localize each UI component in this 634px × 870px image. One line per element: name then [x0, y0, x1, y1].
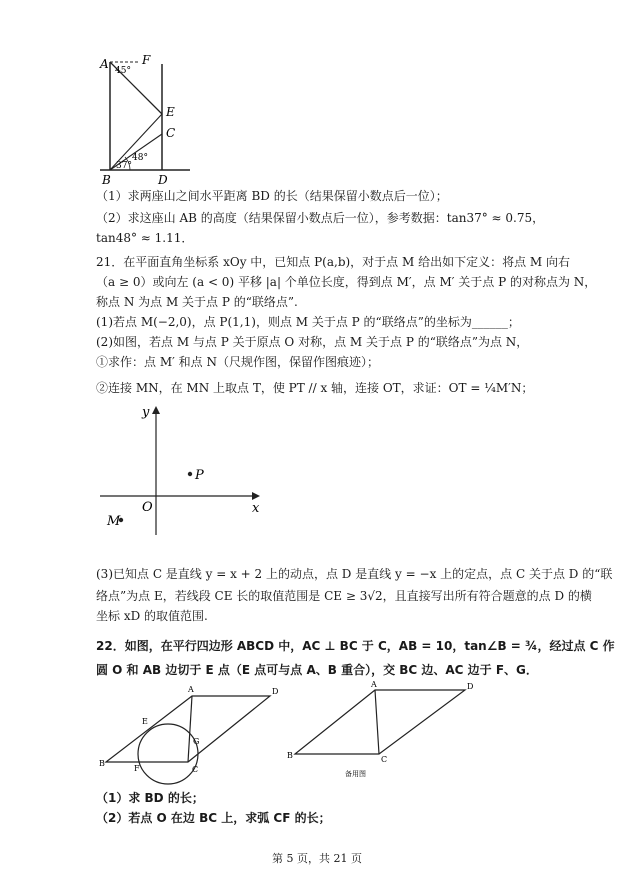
fig3-label-C: C: [192, 765, 199, 774]
fig4-label-A: A: [371, 680, 377, 689]
fig1-angle-48: 48°: [132, 153, 148, 163]
fig2-label-x: x: [252, 501, 260, 516]
q21-intro-2: （a ≥ 0）或向左 (a < 0) 平移 |a| 个单位长度，得到点 M′，点 M′ 关于点 P 的对称点为 N，: [96, 275, 597, 289]
q21-part3-line3: 坐标 xD 的取值范围.: [96, 609, 208, 623]
q21-part2b: ②连接 MN，在 MN 上取点 T，使 PT // x 轴，连接 OT，求证：OT = ¼M′N；: [96, 381, 534, 395]
q21-intro-1: 21．在平面直角坐标系 xOy 中，已知点 P(a,b)，对于点 M 给出如下定义：将点 M 向右: [96, 255, 571, 269]
q20-part1: （1）求两座山之间水平距离 BD 的长（结果保留小数点后一位）；: [96, 189, 448, 203]
fig1-label-A: A: [100, 57, 109, 71]
q21-part2: (2)如图，若点 M 与点 P 关于原点 O 对称，点 M 关于点 P 的“联络点”为点 N，: [96, 335, 529, 349]
figure-parallelogram-circle: [96, 682, 279, 782]
fig1-label-E: E: [166, 105, 175, 119]
fig3-label-D: D: [272, 687, 279, 696]
fig1-angle-37: 37°: [116, 161, 132, 171]
q21-part3-line1: (3)已知点 C 是直线 y = x + 2 上的动点，点 D 是直线 y = −x 上的定点，点 C 关于点 D 的“联: [96, 567, 613, 581]
fig1-label-D: D: [158, 173, 168, 187]
fig1-angle-45: 45°: [115, 66, 131, 76]
q21-part1: (1)若点 M(−2,0)，点 P(1,1)，则点 M 关于点 P 的“联络点”的坐标为______；: [96, 315, 520, 329]
fig4-label-D: D: [467, 682, 474, 691]
fig4-caption: 备用图: [345, 770, 366, 778]
q22-intro-2: 圆 O 和 AB 边切于 E 点（E 点可与点 A、B 重合），交 BC 边、AC 边于 F、G．: [96, 663, 538, 677]
q21-intro-3: 称点 N 为点 M 关于点 P 的“联络点”.: [96, 295, 298, 309]
q22-intro-1: 22．如图，在平行四边形 ABCD 中，AC ⊥ BC 于 C，AB = 10，tan∠B = ¾，经过点 C 作: [96, 639, 615, 653]
figure-coordinate-axes: [90, 400, 270, 540]
q22-part2: （2）若点 O 在边 BC 上，求弧 CF 的长；: [96, 811, 331, 825]
q21-part2a: ①求作：点 M′ 和点 N（尺规作图，保留作图痕迹）；: [96, 355, 379, 369]
fig3-label-E: E: [142, 717, 148, 726]
fig2-label-O: O: [142, 500, 153, 515]
fig3-label-G: G: [193, 737, 200, 746]
fig1-label-C: C: [166, 126, 176, 140]
fig2-label-M: M: [107, 514, 121, 529]
fig1-label-B: B: [102, 173, 111, 187]
fig1-label-F: F: [142, 53, 151, 67]
q20-part2: （2）求这座山 AB 的高度（结果保留小数点后一位），参考数据：tan37° ≈ 0.75，: [96, 211, 545, 225]
fig2-label-P: P: [195, 468, 204, 483]
q20-part2b: tan48° ≈ 1.11．: [96, 231, 194, 245]
fig3-label-A: A: [188, 685, 194, 694]
figure-mountain-diagram: [90, 50, 200, 186]
fig4-label-C: C: [381, 755, 388, 764]
fig2-label-y: y: [142, 405, 150, 420]
q21-part3-line2: 络点”为点 E，若线段 CE 长的取值范围是 CE ≥ 3√2，且直接写出所有符合题意的点 D 的横: [96, 589, 592, 603]
figure-spare-parallelogram: [285, 680, 475, 780]
page-footer: 第 5 页，共 21 页: [272, 852, 362, 865]
fig3-label-F: F: [134, 764, 140, 773]
fig3-label-B: B: [99, 759, 105, 768]
q22-part1: （1）求 BD 的长；: [96, 791, 204, 805]
fig4-label-B: B: [287, 751, 293, 760]
